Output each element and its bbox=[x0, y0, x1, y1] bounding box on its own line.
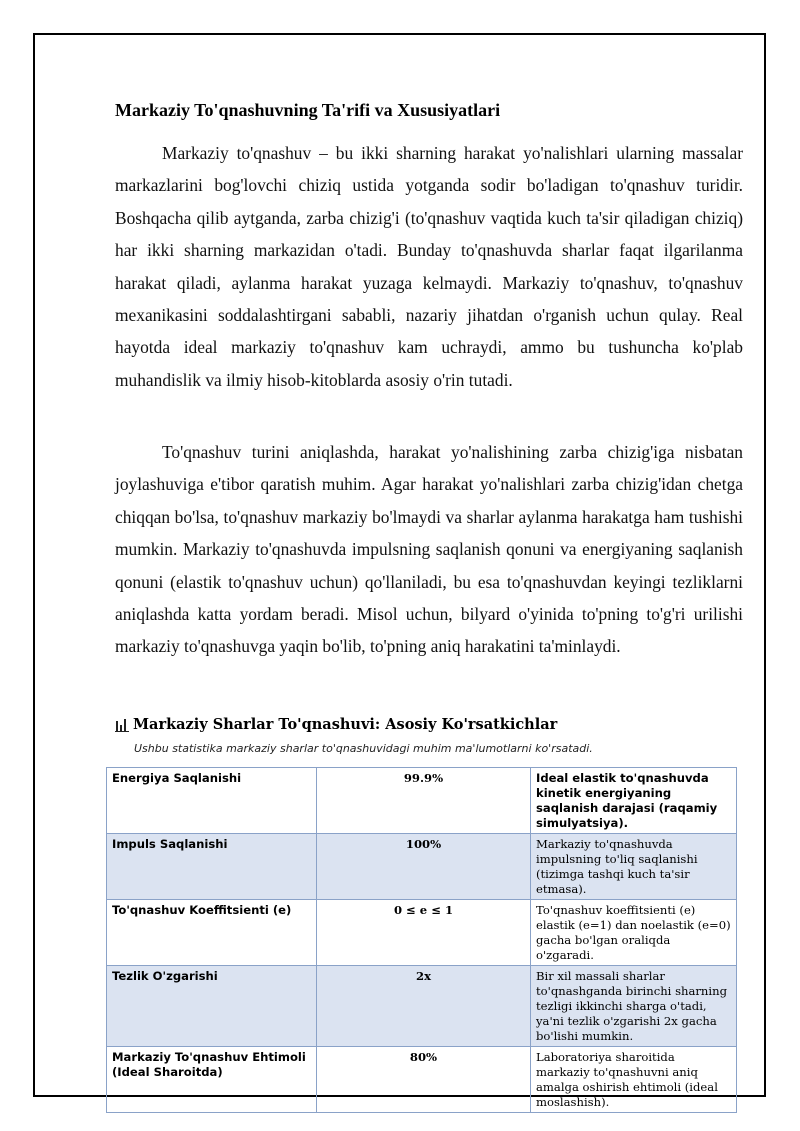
row-label: Energiya Saqlanishi bbox=[107, 768, 317, 834]
table-row bbox=[107, 900, 737, 966]
stats-title bbox=[115, 716, 557, 733]
table-row bbox=[107, 1047, 737, 1113]
paragraph: To'qnashuv turini aniqlashda, harakat yo'nalishining zarba chizig'iga nisbatan joylashuviga e'tibor qaratish muhim. Agar harakat yo'nalishlari zarba chizig'idan chetga chiqqan bo'lsa, to'qnashuv markaziy bo'lmaydi va sharlar aylanma harakatga ham tushishi mumkin. Markaziy to'qnashuvda impulsning saqlanish qonuni va energiyaning saqlanish qonuni (elastik to'qnashuv uchun) qo'llaniladi, bu esa to'qnashuvdan keyingi tezliklarni aniqlashda katta yordam beradi. Misol uchun, bilyard o'yinida to'pning to'g'ri urilishi markaziy to'qnashuvga yaqin bo'lib, to'pning aniq harakatini ta'minlaydi. bbox=[115, 442, 743, 657]
section-heading: Markaziy To'qnashuvning Ta'rifi va Xususiyatlari bbox=[115, 100, 501, 120]
row-description: To'qnashuv koeffitsienti (e) elastik (e=1) dan noelastik (e=0) gacha bo'lgan oraliqda o'zgaradi. bbox=[531, 900, 737, 966]
row-value: 100% bbox=[317, 834, 531, 900]
row-value: 99.9% bbox=[317, 768, 531, 834]
row-label: Tezlik O'zgarishi bbox=[107, 966, 317, 1047]
row-description: Markaziy to'qnashuvda impulsning to'liq saqlanishi (tizimga tashqi kuch ta'sir etmasa). bbox=[531, 834, 737, 900]
row-description: Laboratoriya sharoitida markaziy to'qnashuvni aniq amalga oshirish ehtimoli (ideal moslashish). bbox=[531, 1047, 737, 1113]
row-label: Impuls Saqlanishi bbox=[107, 834, 317, 900]
table-row bbox=[107, 768, 737, 834]
table-row bbox=[107, 966, 737, 1047]
stats-table bbox=[106, 767, 737, 1113]
row-value: 80% bbox=[317, 1047, 531, 1113]
row-description: Ideal elastik to'qnashuvda kinetik energiyaning saqlanish darajasi (raqamiy simulyatsiya). bbox=[531, 768, 737, 834]
table-row bbox=[107, 834, 737, 900]
row-value: 2x bbox=[317, 966, 531, 1047]
row-label: To'qnashuv Koeffitsienti (e) bbox=[107, 900, 317, 966]
stats-subtitle: Ushbu statistika markaziy sharlar to'qnashuvidagi muhim ma'lumotlarni ko'rsatadi. bbox=[134, 742, 593, 755]
paragraph: Markaziy to'qnashuv – bu ikki sharning harakat yo'nalishlari ularning massalar markazlarini bog'lovchi chiziq ustida yotganda sodir bo'ladigan to'qnashuv turidir. Boshqacha qilib aytganda, zarba chizig'i (to'qnashuv vaqtida kuch ta'sir qiladigan chiziq) har ikki sharning markazidan o'tadi. Bunday to'qnashuvda sharlar faqat ilgarilanma harakat qiladi, aylanma harakat yuzaga kelmaydi. Markaziy to'qnashuv, to'qnashuv mexanikasini soddalashtirgani sababli, nazariy jihatdan o'rganish uchun qulay. Real hayotda ideal markaziy to'qnashuv kam uchraydi, ammo bu tushuncha ko'plab muhandislik va ilmiy hisob-kitoblarda asosiy o'rin tutadi. bbox=[115, 143, 743, 390]
row-label: Markaziy To'qnashuv Ehtimoli (Ideal Sharoitda) bbox=[107, 1047, 317, 1113]
stats-title-text: Markaziy Sharlar To'qnashuvi: Asosiy Ko'rsatkichlar bbox=[133, 716, 558, 733]
row-description: Bir xil massali sharlar to'qnashganda birinchi sharning tezligi ikkinchi sharga o'tadi, ya'ni tezlik o'zgarishi 2x gacha bo'lishi mumkin. bbox=[531, 966, 737, 1047]
row-value: 0 ≤ e ≤ 1 bbox=[317, 900, 531, 966]
bar-chart-icon bbox=[115, 718, 129, 732]
